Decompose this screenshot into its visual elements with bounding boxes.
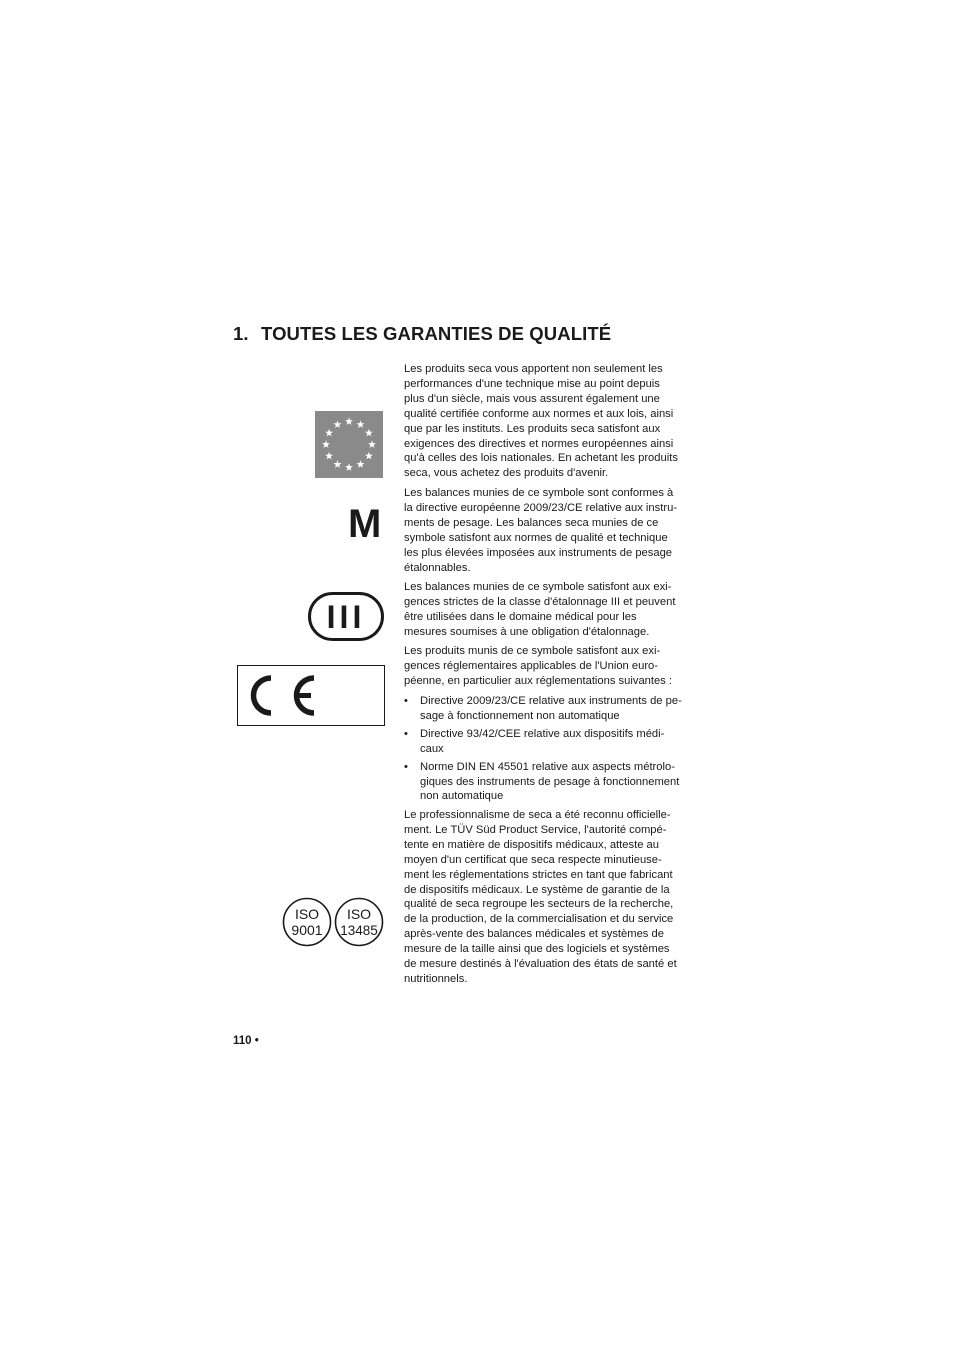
text-line: qualité de seca regroupe les secteurs de la recherche,	[404, 898, 674, 911]
text-line: caux	[420, 742, 444, 755]
text-line: performances d'une technique mise au point depuis	[404, 377, 660, 390]
bullet-marker: •	[404, 695, 408, 707]
text-line: Norme DIN EN 45501 relative aux aspects métrolo-	[420, 760, 675, 773]
text-line: ment. Le TÜV Süd Product Service, l'autorité compé-	[404, 823, 667, 836]
section-heading	[233, 323, 611, 345]
metrology-m-icon: M	[348, 502, 382, 546]
text-line: étalonnables.	[404, 561, 471, 574]
list-item	[404, 760, 694, 805]
text-line: Directive 93/42/CEE relative aux dispositifs médi-	[420, 727, 665, 740]
paragraph-iso	[404, 808, 694, 987]
regulation-bullet-list	[404, 694, 694, 807]
iso-13485-icon	[334, 897, 384, 947]
section-number: 1.	[233, 323, 249, 344]
text-line: giques des instruments de pesage à fonctionnement	[420, 775, 680, 788]
text-line: plus d'un siècle, mais vous assurent également une	[404, 392, 660, 405]
accuracy-class-iii-icon	[308, 592, 384, 641]
bullet-marker: •	[404, 727, 408, 740]
paragraph-intro	[404, 362, 694, 481]
text-line: de dispositifs médicaux. Le système de garantie de la	[404, 883, 670, 896]
text-line: exigences des directives et normes européennes ainsi	[404, 437, 674, 450]
ce-mark-icon	[237, 665, 385, 726]
text-line: symbole satisfont aux normes de qualité et technique	[404, 531, 668, 544]
text-line: Les balances munies de ce symbole satisfont aux exi-	[404, 581, 672, 593]
text-line: Les produits munis de ce symbole satisfont aux exi-	[404, 645, 661, 657]
list-item	[404, 694, 694, 724]
paragraph-class3-symbol	[404, 580, 694, 640]
text-line: que par les instituts. Les produits seca satisfont aux	[404, 422, 661, 435]
text-line: sage à fonctionnement non automatique	[420, 709, 620, 722]
text-line: Le professionnalisme de seca a été reconnu officielle-	[404, 809, 671, 821]
text-line: gences réglementaires applicables de l'Union euro-	[404, 659, 659, 672]
text-line: tente en matière de dispositifs médicaux, atteste au	[404, 838, 659, 851]
list-item	[404, 727, 694, 757]
text-line: être utilisées dans le domaine médical pour les	[404, 610, 637, 623]
text-line: nutritionnels.	[404, 972, 468, 985]
text-line: les plus élevées imposées aux instruments de pesage	[404, 546, 673, 559]
text-line: non automatique	[420, 790, 504, 803]
text-line: la directive européenne 2009/23/CE relative aux instru-	[404, 501, 678, 514]
iso-13485-top-label: ISO	[346, 906, 372, 922]
text-line: Les balances munies de ce symbole sont conformes à	[404, 487, 674, 499]
paragraph-m-symbol	[404, 486, 694, 575]
text-line: gences strictes de la classe d'étalonnage III et peuvent	[404, 595, 676, 608]
eu-flag-icon	[315, 411, 383, 478]
iso-9001-top-label: ISO	[294, 906, 320, 922]
text-line: Les produits seca vous apportent non seulement les	[404, 363, 663, 375]
iso-13485-bottom-label: 13485	[340, 923, 378, 938]
text-line: péenne, en particulier aux réglementations suivantes :	[404, 674, 673, 687]
text-line: mesures soumises à une obligation d'étalonnage.	[404, 625, 650, 638]
iso-9001-bottom-label: 9001	[291, 922, 323, 938]
text-line: mesure de la taille ainsi que des logiciels et systèmes	[404, 943, 670, 956]
text-line: de la production, de la commercialisation et du service	[404, 913, 674, 926]
section-title: TOUTES LES GARANTIES DE QUALITÉ	[261, 323, 612, 344]
accuracy-class-label: III	[326, 599, 366, 635]
paragraph-ce-symbol	[404, 644, 694, 689]
text-line: de mesure destinés à l'évaluation des états de santé et	[404, 958, 677, 971]
iso-9001-icon	[282, 897, 332, 947]
page-number: 110 •	[233, 1035, 259, 1047]
text-line: Directive 2009/23/CE relative aux instruments de pe-	[420, 695, 682, 707]
text-line: qu'à celles des lois nationales. En achetant les produits	[404, 452, 678, 465]
bullet-marker: •	[404, 760, 408, 773]
text-line: ments de pesage. Les balances seca munies de ce	[404, 516, 659, 529]
text-line: seca, vous achetez des produits d'avenir.	[404, 467, 609, 480]
text-line: moyen d'un certificat que seca respecte minutieuse-	[404, 853, 662, 866]
text-line: qualité certifiée conforme aux normes et aux lois, ainsi	[404, 407, 674, 420]
text-line: après-vente des balances médicales et systèmes de	[404, 928, 664, 941]
text-line: ment les réglementations strictes en tant que fabricant	[404, 868, 673, 881]
